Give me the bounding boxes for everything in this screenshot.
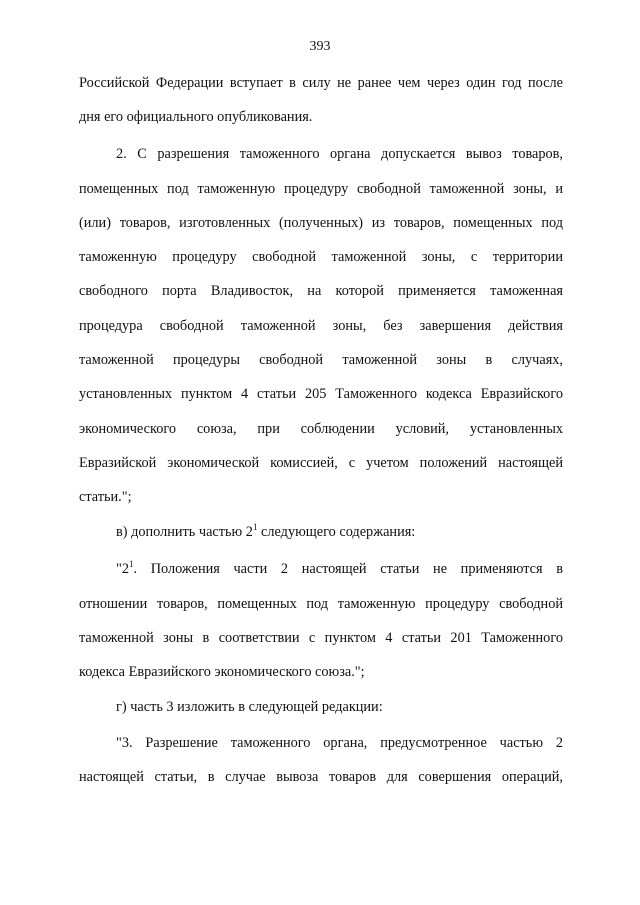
text-line: статьи."; — [79, 489, 132, 505]
text-line: кодекса Евразийского экономического союза."; — [79, 664, 365, 680]
text-line: установленных пунктом 4 статьи 205 Таможенного кодекса Евразийского — [79, 386, 563, 402]
quote-3-first-line: "3. Разрешение таможенного органа, предусмотренное частью 2 — [116, 735, 563, 751]
text-line: таможенную процедуру свободной таможенной зоны, с территории — [79, 249, 563, 265]
superscript: 1 — [252, 522, 258, 532]
quote-open: "2 — [116, 561, 129, 577]
text-line: помещенных под таможенную процедуру свободной таможенной зоны, и — [79, 181, 563, 197]
item-v-text: в) дополнить частью 2 — [116, 524, 253, 540]
item-g-line: г) часть 3 изложить в следующей редакции: — [116, 699, 383, 715]
text-line: свободного порта Владивосток, на которой применяется таможенная — [79, 283, 563, 299]
superscript: 1 — [129, 559, 134, 569]
text-line: настоящей статьи, в случае вывоза товаров для совершения операций, — [79, 769, 563, 785]
text-line: таможенной зоны в соответствии с пунктом 4 статьи 201 Таможенного — [79, 630, 563, 646]
text-line: процедура свободной таможенной зоны, без завершения действия — [79, 318, 563, 334]
text-line: экономического союза, при соблюдении условий, установленных — [79, 421, 563, 437]
text-line: таможенной процедуры свободной таможенной зоны в случаях, — [79, 352, 563, 368]
text-line: дня его официального опубликования. — [79, 109, 313, 125]
quote-rest: . Положения части 2 настоящей статьи не применяются в — [133, 561, 563, 577]
text-line: отношении товаров, помещенных под таможенную процедуру свободной — [79, 596, 563, 612]
item-v-text-end: следующего содержания: — [257, 524, 416, 540]
quote-2-1-first-line — [116, 560, 563, 578]
text-line: (или) товаров, изготовленных (полученных) из товаров, помещенных под — [79, 215, 563, 231]
item-v-line — [116, 523, 563, 541]
text-line: Российской Федерации вступает в силу не ранее чем через один год после — [79, 75, 563, 91]
paragraph-2-first-line: 2. С разрешения таможенного органа допускается вывоз товаров, — [116, 146, 563, 162]
text-line: Евразийской экономической комиссией, с учетом положений настоящей — [79, 455, 563, 471]
page-number: 393 — [309, 39, 331, 54]
